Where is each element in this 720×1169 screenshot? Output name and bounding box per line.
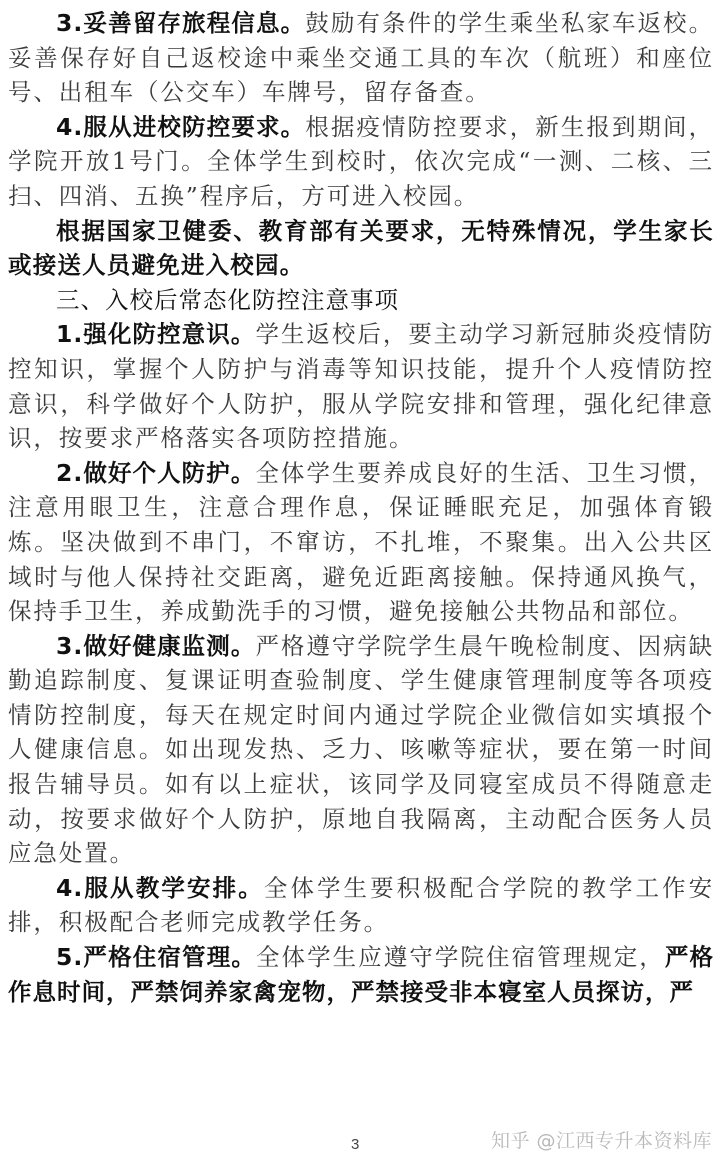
paragraph-teaching [8, 871, 714, 940]
paragraph-lead: 4.服从教学安排。 [56, 873, 264, 902]
paragraph-travel-info [8, 6, 714, 110]
paragraph-lead: 3.做好健康监测。 [56, 631, 256, 660]
section-heading: 三、入校后常态化防控注意事项 [56, 285, 399, 314]
paragraph-health-monitoring [8, 629, 714, 871]
watermark: 知乎 @江西专升本资料库 [490, 1130, 712, 1152]
paragraph-personal-protection [8, 456, 714, 629]
document-page [8, 6, 714, 1009]
paragraph-body: 全体学生要积极配合学院的教学工作安排，积极配合老师完成教学任务。 [8, 873, 714, 937]
paragraph-awareness [8, 317, 714, 455]
paragraph-body: 学生返校后，要主动学习新冠肺炎疫情防控知识，掌握个人防护与消毒等知识技能，提升个人疫情防控意识，科学做好个人防护，服从学院安排和管理，强化纪律意识，按要求严格落实各项防控措施。 [8, 320, 715, 453]
paragraph-body: 全体学生要养成良好的生活、卫生习惯，注意用眼卫生，注意合理作息，保证睡眠充足，加强体育锻炼。坚决做到不串门，不窜访，不扎堆，不聚集。出入公共区域时与他人保持社交距离，避免近距离接触。保持通风换气，保持手卫生，养成勤洗手的习惯，避免接触公共物品和部位。 [8, 458, 715, 626]
paragraph-lead: 3.妥善留存旅程信息。 [56, 9, 306, 37]
paragraph-lead: 1.强化防控意识。 [56, 320, 256, 349]
paragraph-lead: 4.服从进校防控要求。 [56, 112, 306, 141]
paragraph-body: 严格遵守学院学生晨午晚检制度、因病缺勤追踪制度、复课证明查验制度、学生健康管理制度等各项疫情防控制度，每天在规定时间内通过学院企业微信如实填报个人健康信息。如出现发热、乏力、咳嗽等症状，要在第一时间报告辅导员。如有以上症状，该同学及同寝室成员不得随意走动，按要求做好个人防护，原地自我隔离，主动配合医务人员应急处置。 [8, 631, 715, 868]
page-number: 3 [351, 1136, 360, 1153]
paragraph-lead: 2.做好个人防护。 [56, 458, 256, 487]
paragraph-body: 根据疫情防控要求，新生报到期间，学院开放1号门。全体学生到校时，依次完成“一测、二核、三扫、四消、五换”程序后，方可进入校园。 [8, 112, 714, 210]
paragraph-dormitory [8, 940, 714, 1009]
paragraph-entry-control [8, 110, 714, 214]
paragraph-bold-tail: 严格作息时间，严禁饲养家禽宠物，严禁接受非本寝室人员探访，严 [8, 943, 714, 1006]
paragraph-lead: 5.严格住宿管理。 [56, 943, 256, 972]
paragraph-body: 鼓励有条件的学生乘坐私家车返校。妥善保存好自己返校途中乘坐交通工具的车次（航班）和座位号、出租车（公交车）车牌号，留存备查。 [8, 9, 714, 107]
paragraph-body: 全体学生应遵守学院住宿管理规定， [256, 943, 665, 972]
paragraph-parent-notice: 根据国家卫健委、教育部有关要求，无特殊情况，学生家长或接送人员避免进入校园。 [8, 216, 714, 280]
